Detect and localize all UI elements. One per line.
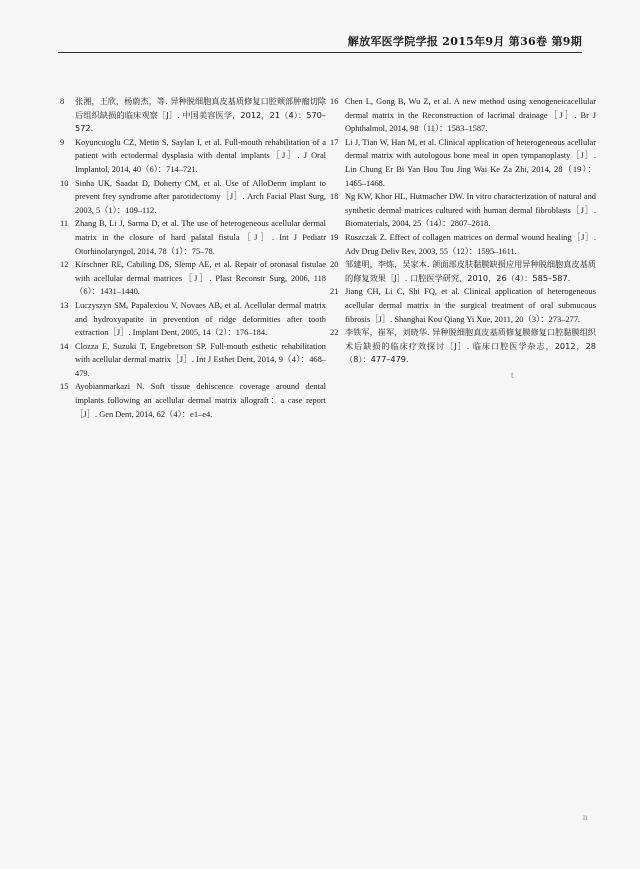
running-header: 解放军医学院学报 2015年9月 第36卷 第9期	[347, 35, 582, 48]
corner-mark: n	[583, 812, 588, 822]
reference-number: 17	[330, 137, 339, 147]
reference-text: 张湘，王欣，杨蔚杰，等. 异种脱细胞真皮基质修复口腔颊部肿瘤切除后组织缺损的临床观察［J］. 中国美容医学，2012，21（4）：570–572.	[75, 96, 326, 134]
reference-number: 20	[330, 260, 339, 270]
reference-item	[60, 217, 326, 258]
reference-number: 9	[60, 137, 65, 147]
reference-text: Luczyszyn SM, Papalexiou V, Novaes AB, et al. Acellular dermal matrix and hydroxyapatite in prevention of ridge deformities after tooth extraction［J］. Implant Dent, 2005, 14（2）：176–184.	[75, 300, 326, 338]
reference-text: Sinha UK, Saadat D, Doherty CM, et al. Use of AlloDerm implant to prevent frey syndrome after parotidectomy［J］. Arch Facial Plast Surg, 2003, 5（1）：109–112.	[75, 178, 326, 215]
reference-text: Ruszczak Z. Effect of collagen matrices on dermal wound healing［J］. Adv Drug Deliv Rev, 2003, 55（12）：1595–1611.	[345, 232, 596, 256]
reference-text: 李铁军，崔军，刘晓华. 异种脱细胞真皮基质修复膜修复口腔黏膜组织术后缺损的临床疗效探讨［J］. 临床口腔医学杂志，2012，28（8）：477–479.	[345, 327, 596, 365]
reference-text: Clozza E, Suzuki T, Engebretson SP. Full-mouth esthetic rehabilitation with acellular dermal matrix［J］. Int J Esthet Dent, 2014, 9（4）：468–479.	[75, 341, 326, 378]
reference-text: Kirschner RE, Cabiling DS, Slemp AE, et al. Repair of oronasal fistulae with acellular dermal matrices［J］. Plast Reconstr Surg, 2006, 118（6）：1431–1440.	[75, 260, 326, 297]
header-rule	[58, 52, 582, 53]
reference-number: 11	[60, 219, 69, 229]
reference-item	[60, 258, 326, 299]
reference-item	[330, 285, 596, 326]
reference-number: 19	[330, 232, 339, 242]
references-right-column	[330, 95, 596, 367]
reference-item	[60, 340, 326, 381]
reference-item	[330, 190, 596, 231]
reference-number: 18	[330, 192, 339, 202]
reference-text: Ng KW, Khor HL, Hutmacher DW. In vitro characterization of natural and synthetic dermal matrices cultured with human dermal fibroblasts［J］. Biomaterials, 2004, 25（14）：2807–2818.	[345, 192, 596, 229]
reference-number: 14	[60, 341, 69, 351]
reference-number: 13	[60, 300, 69, 310]
reference-number: 16	[330, 97, 339, 106]
stray-mark: t	[511, 370, 514, 380]
reference-text: Chen L, Gong B, Wu Z, et al. A new method using xenogeneicacellular dermal matrix in the Reconstruction of lacrimal drainage［J］. Br J Ophthalmol, 2014, 98（11）：1583–1587.	[345, 97, 596, 134]
reference-item	[60, 299, 326, 340]
reference-item	[60, 177, 326, 218]
reference-number: 15	[60, 382, 69, 392]
reference-text: Ayobianmarkazi N. Soft tissue dehiscence coverage around dental implants following an acellular dermal matrix allograft：a case report［J］. Gen Dent, 2014, 62（4）：e1–e4.	[75, 382, 326, 419]
reference-number: 21	[330, 287, 339, 297]
reference-item	[330, 326, 596, 367]
reference-number: 10	[60, 178, 69, 188]
reference-item	[60, 380, 326, 421]
reference-text: Koyuncuoglu CZ, Metin S, Saylan I, et al. Full-mouth rehabilitation of a patient with ectodermal dysplasia with dental implants［J］. J Oral Implantol, 2014, 40（6）：714–721.	[75, 137, 326, 174]
reference-number: 22	[330, 328, 339, 338]
reference-item	[330, 258, 596, 285]
reference-item	[60, 95, 326, 136]
reference-item	[330, 231, 596, 258]
references-left-column	[60, 95, 326, 421]
reference-item	[330, 136, 596, 190]
reference-item	[330, 95, 596, 136]
reference-text: Li J, Tian W, Han M, et al. Clinical application of heterogeneous acellular dermal matrix with autologous bone meal in open tympanoplasty［J］. Lin Chung Er Bi Yan Hou Tou Jing Wai Ke Za Zhi, 2014, 28（19）：1465–1468.	[345, 137, 596, 188]
reference-number: 12	[60, 260, 69, 270]
reference-text: Zhang B, Li J, Sarma D, et al. The use of heterogeneous acellular dermal matrix in the closure of hard palatal fistula［J］. Int J Pediatr Otorhinolaryngol, 2014, 78（1）：75–78.	[75, 219, 326, 256]
reference-item	[60, 136, 326, 177]
reference-number: 8	[60, 97, 65, 106]
reference-text: 邹建明，李炼，吴家本. 颌面部皮肤黏膜缺损应用异种脱细胞真皮基质的修复效果［J］. 口腔医学研究，2010，26（4）：585–587.	[345, 259, 596, 283]
reference-text: Jiang CH, Li C, Shi FQ, et al. Clinical application of heterogeneous acellular dermal matrix in the surgical treatment of oral submucous fibrosis［J］. Shanghai Kou Qiang Yi Xue, 2011, 20（3）：273–277.	[345, 287, 596, 324]
